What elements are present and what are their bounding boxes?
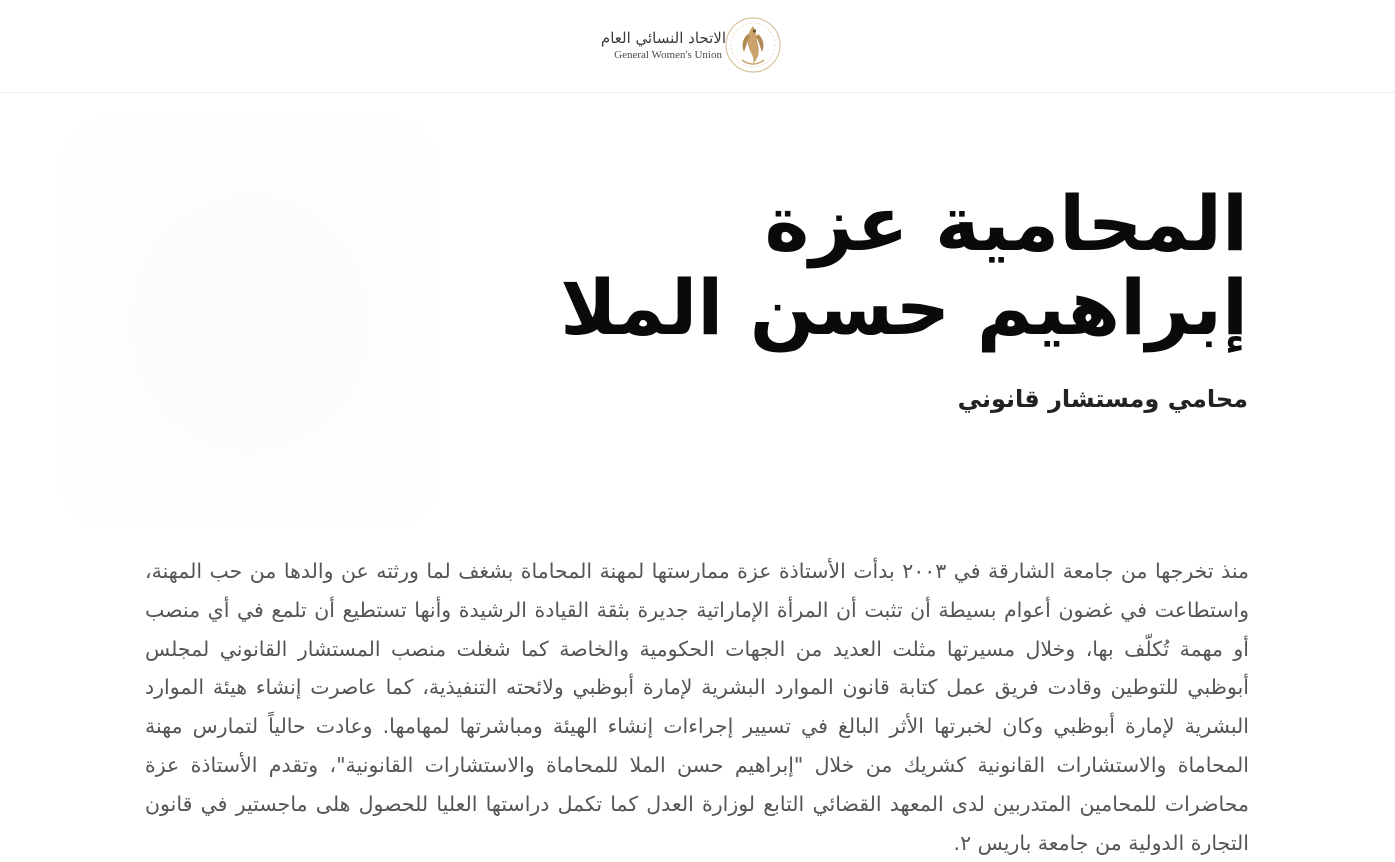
site-header xyxy=(0,0,1395,93)
profile-photo xyxy=(60,118,440,528)
logo-name-arabic: الاتحاد النسائي العام xyxy=(600,29,726,47)
logo-name-english: General Women's Union xyxy=(614,49,722,61)
site-logo[interactable] xyxy=(600,14,784,78)
profile-role: محامي ومستشار قانوني xyxy=(957,385,1248,413)
page-title: المحامية عزة إبراهيم حسن الملا xyxy=(560,179,1248,352)
falcon-emblem-icon xyxy=(722,14,784,76)
profile-biography: منذ تخرجها من جامعة الشارقة في ٢٠٠٣ بدأت الأستاذة عزة ممارستها لمهنة المحاماة بشغف لما ورثته عن والدها من حب المهنة، واستطاعت في غضون أعوام بسيطة أن تثبت أن المرأة الإماراتية جديرة بثقة القيادة الرشيدة وأنها تستطيع أن تلمع في أي منصب أو مهمة تُكلّف بها، وخلال مسيرتها مثلت العديد من الجهات الحكومية والخاصة كما شغلت منصب المستشار القانوني لمجلس أبوظبي للتوطين وقادت فريق عمل كتابة قانون الموارد البشرية لإمارة أبوظبي ولائحته التنفيذية، كما عاصرت إنشاء هيئة الموارد البشرية لإمارة أبوظبي وكان لخبرتها الأثر البالغ في تسيير إجراءات إنشاء الهيئة ومباشرتها لمهامها. وعادت حالياً لتمارس مهنة المحاماة والاستشارات القانونية كشريك من خلال "إبراهيم حسن الملا للمحاماة والاستشارات القانونية"، وتقدم الأستاذة عزة محاضرات للمحامين المتدربين لدى المعهد القضائي التابع لوزارة العدل كما تكمل دراستها العليا للحصول هلى ماجستير في قانون التجارة الدولية من جامعة باريس ٢. xyxy=(145,559,1249,855)
